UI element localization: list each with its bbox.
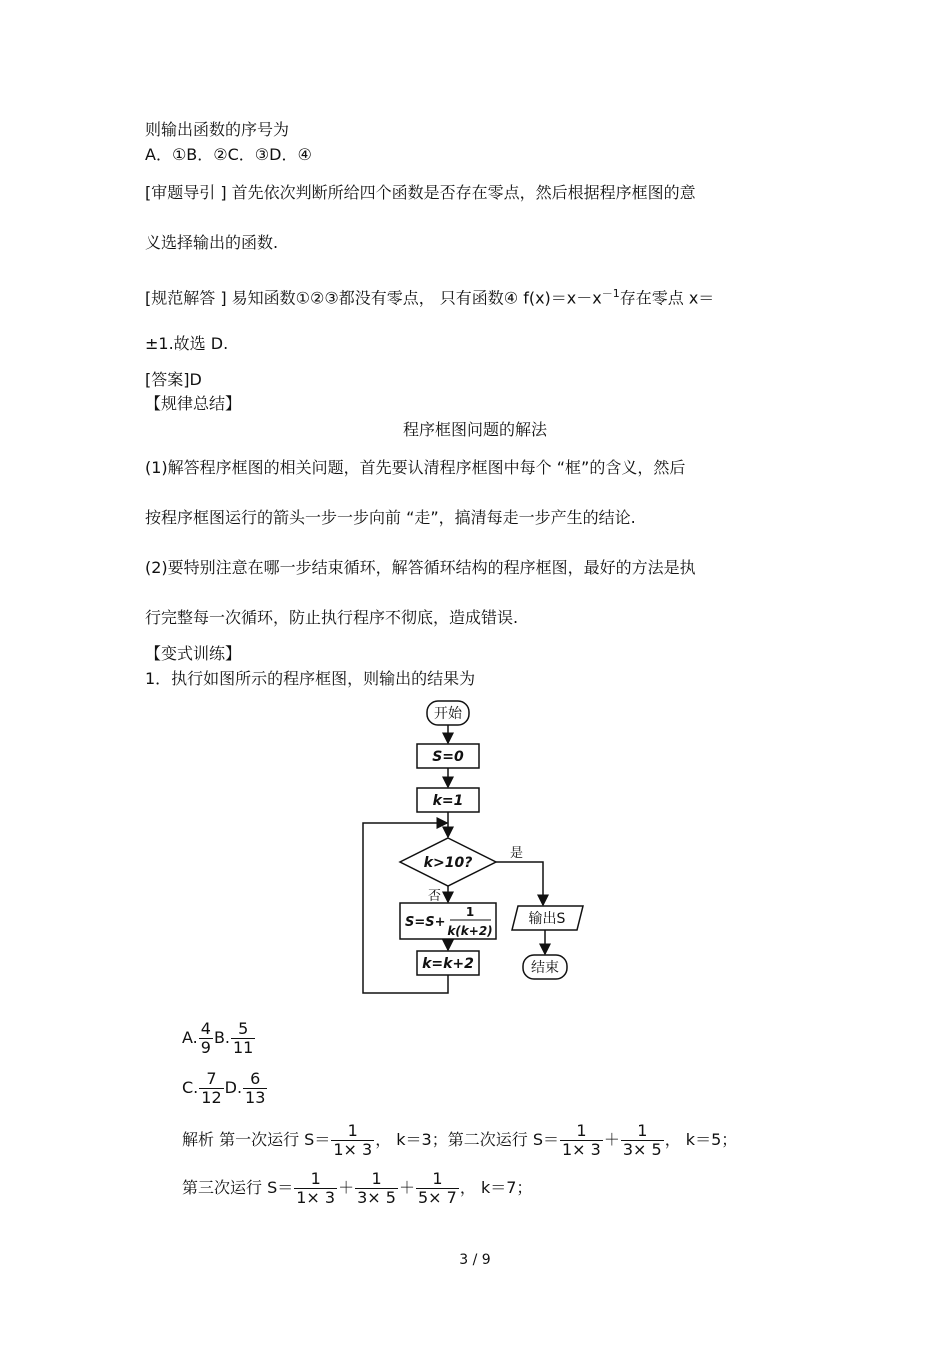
update-denominator: k(k+2) (447, 924, 493, 938)
increment-label: k=k+2 (422, 956, 474, 972)
question-line: 1．执行如图所示的程序框图，则输出的结果为 (145, 669, 476, 688)
text-segment: 存在零点 x＝ (619, 288, 715, 308)
choice-d-label: D. (224, 1078, 243, 1097)
text-line: (2)要特别注意在哪一步结束循环，解答循环结构的程序框图，最好的方法是执 (145, 558, 696, 577)
text-segment: [规范解答 ] 易知函数①②③都没有零点， 只有函数④ f(x)＝x－x (145, 288, 602, 308)
choice-a-fraction: $\frac{4}{9}$ (200, 1019, 211, 1057)
analysis-line-1: 解析 第一次运行 S＝ $\frac{1}{1\times 3}$ ， k＝3；第二次运行 S＝ $\frac{1}{1\times 3}$ ＋ $\frac{1}{3\times 5}$ ， k＝5； (182, 1121, 738, 1159)
choice-b-label: B. (213, 1028, 230, 1047)
k1-label: k=1 (432, 793, 464, 809)
text-line (145, 284, 714, 308)
no-label: 否 (428, 889, 442, 904)
fraction: $\frac{1}{3\times 5}$ (357, 1169, 396, 1207)
fraction: $\frac{1}{1\times 3}$ (296, 1169, 336, 1207)
yes-label: 是 (510, 846, 524, 861)
choice-row-cd (182, 1070, 268, 1107)
fraction: $\frac{1}{1\times 3}$ (333, 1121, 373, 1159)
text-line: ±1.故选 D. (145, 334, 229, 353)
answer-line: [答案]D (145, 370, 202, 389)
section-heading: 【变式训练】 (145, 644, 242, 663)
fraction: $\frac{1}{5\times 7}$ (418, 1169, 457, 1207)
text-line: 按程序框图运行的箭头一步一步向前 “走”，搞清每走一步产生的结论. (145, 508, 636, 527)
start-label: 开始 (434, 706, 462, 722)
output-label: 输出S (528, 911, 566, 927)
answer-options: A．①B．②C．③D．④ (145, 145, 312, 164)
choice-c-label: C. (182, 1078, 199, 1097)
section-heading: 【规律总结】 (145, 394, 242, 413)
page-number: 3 / 9 (459, 1252, 491, 1268)
flowchart (355, 695, 615, 1010)
choice-a-label: A. (182, 1028, 198, 1047)
s0-label: S=0 (432, 749, 464, 765)
condition-label: k>10? (423, 855, 473, 871)
analysis-line-2: 第三次运行 S＝ $\frac{1}{1\times 3}$ ＋ $\frac{1}{3\times 5}$ ＋ $\frac{1}{5\times 7}$ ， k＝7； (182, 1169, 533, 1207)
choice-c-fraction: $\frac{7}{12}$ (201, 1069, 222, 1107)
fraction: $\frac{1}{1\times 3}$ (561, 1121, 601, 1159)
exponent: －1 (601, 287, 620, 300)
choice-row-ab (182, 1020, 256, 1057)
fraction: $\frac{1}{3\times 5}$ (622, 1121, 662, 1159)
yes-arrow (496, 862, 543, 905)
text-line: [审题导引 ] 首先依次判断所给四个函数是否存在零点，然后根据程序框图的意 (145, 183, 696, 202)
choice-b-fraction: $\frac{5}{11}$ (233, 1019, 254, 1057)
text-line: 义选择输出的函数. (145, 233, 279, 252)
text-line: (1)解答程序框图的相关问题，首先要认清程序框图中每个 “框”的含义，然后 (145, 458, 686, 477)
choice-d-fraction: $\frac{6}{13}$ (245, 1069, 266, 1107)
section-title: 程序框图问题的解法 (402, 420, 547, 439)
update-lhs: S=S+ (405, 915, 446, 930)
text-line: 行完整每一次循环，防止执行程序不彻底，造成错误. (145, 608, 519, 627)
update-numerator: 1 (465, 905, 475, 919)
text-line: 则输出函数的序号为 (145, 120, 290, 139)
end-label: 结束 (531, 960, 559, 976)
